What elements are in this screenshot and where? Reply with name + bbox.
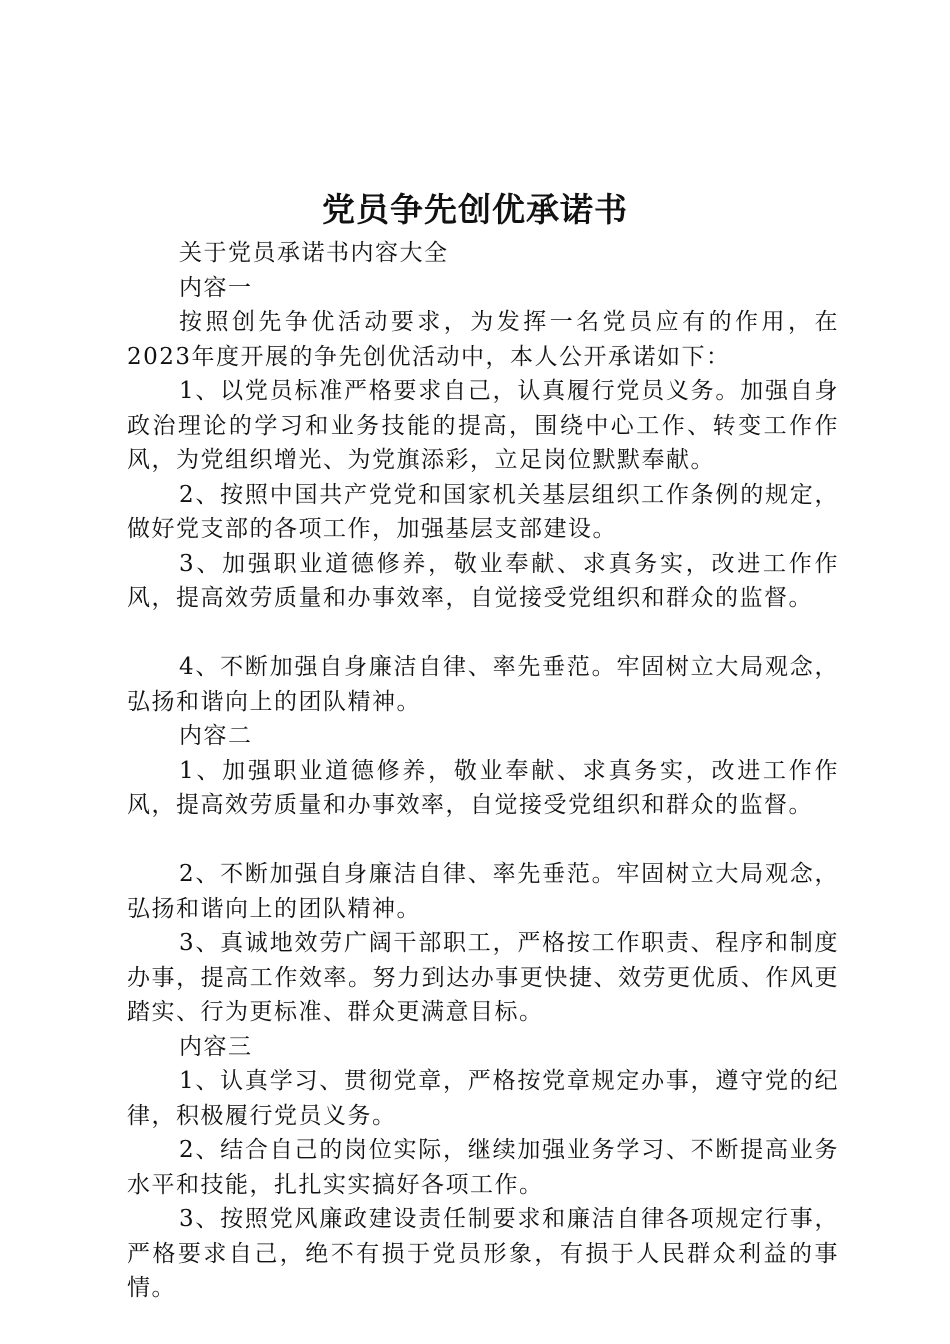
paragraph: 2、不断加强自身廉洁自律、率先垂范。牢固树立大局观念，弘扬和谐向上的团队精神。 [127, 861, 839, 922]
paragraph: 按照创先争优活动要求，为发挥一名党员应有的作用，在2023年度开展的争先创优活动中，本人公开承诺如下： [127, 309, 839, 370]
section-heading-3: 内容三 [179, 1033, 253, 1060]
paragraph-spacer [127, 823, 839, 858]
paragraph: 1、认真学习、贯彻党章，严格按党章规定办事，遵守党的纪律，积极履行党员义务。 [127, 1068, 839, 1129]
paragraph: 1、以党员标准严格要求自己，认真履行党员义务。加强自身政治理论的学习和业务技能的提高，围绕中心工作、转变工作作风，为党组织增光、为党旗添彩，立足岗位默默奉献。 [127, 378, 839, 473]
document-body [127, 236, 839, 1306]
paragraph: 2、结合自己的岗位实际，继续加强业务学习、不断提高业务水平和技能，扎扎实实搞好各项工作。 [127, 1137, 839, 1198]
section-heading-1: 内容一 [179, 274, 253, 301]
section-heading-2: 内容二 [179, 723, 253, 749]
paragraph: 3、加强职业道德修养，敬业奉献、求真务实，改进工作作风，提高效劳质量和办事效率，自觉接受党组织和群众的监督。 [127, 550, 839, 611]
paragraph-spacer [127, 616, 839, 651]
paragraph: 2、按照中国共产党党和国家机关基层组织工作条例的规定，做好党支部的各项工作，加强基层支部建设。 [127, 481, 839, 542]
paragraph: 1、加强职业道德修养，敬业奉献、求真务实，改进工作作风，提高效劳质量和办事效率，自觉接受党组织和群众的监督。 [127, 757, 839, 818]
document-subtitle: 关于党员承诺书内容大全 [179, 240, 449, 266]
page-title: 党员争先创优承诺书 [322, 190, 628, 229]
paragraph: 4、不断加强自身廉洁自律、率先垂范。牢固树立大局观念，弘扬和谐向上的团队精神。 [127, 654, 839, 715]
paragraph: 3、真诚地效劳广阔干部职工，严格按工作职责、程序和制度办事，提高工作效率。努力到达办事更快捷、效劳更优质、作风更踏实、行为更标准、群众更满意目标。 [127, 930, 839, 1025]
paragraph: 3、按照党风廉政建设责任制要求和廉洁自律各项规定行事，严格要求自己，绝不有损于党员形象，有损于人民群众利益的事情。 [127, 1206, 839, 1301]
